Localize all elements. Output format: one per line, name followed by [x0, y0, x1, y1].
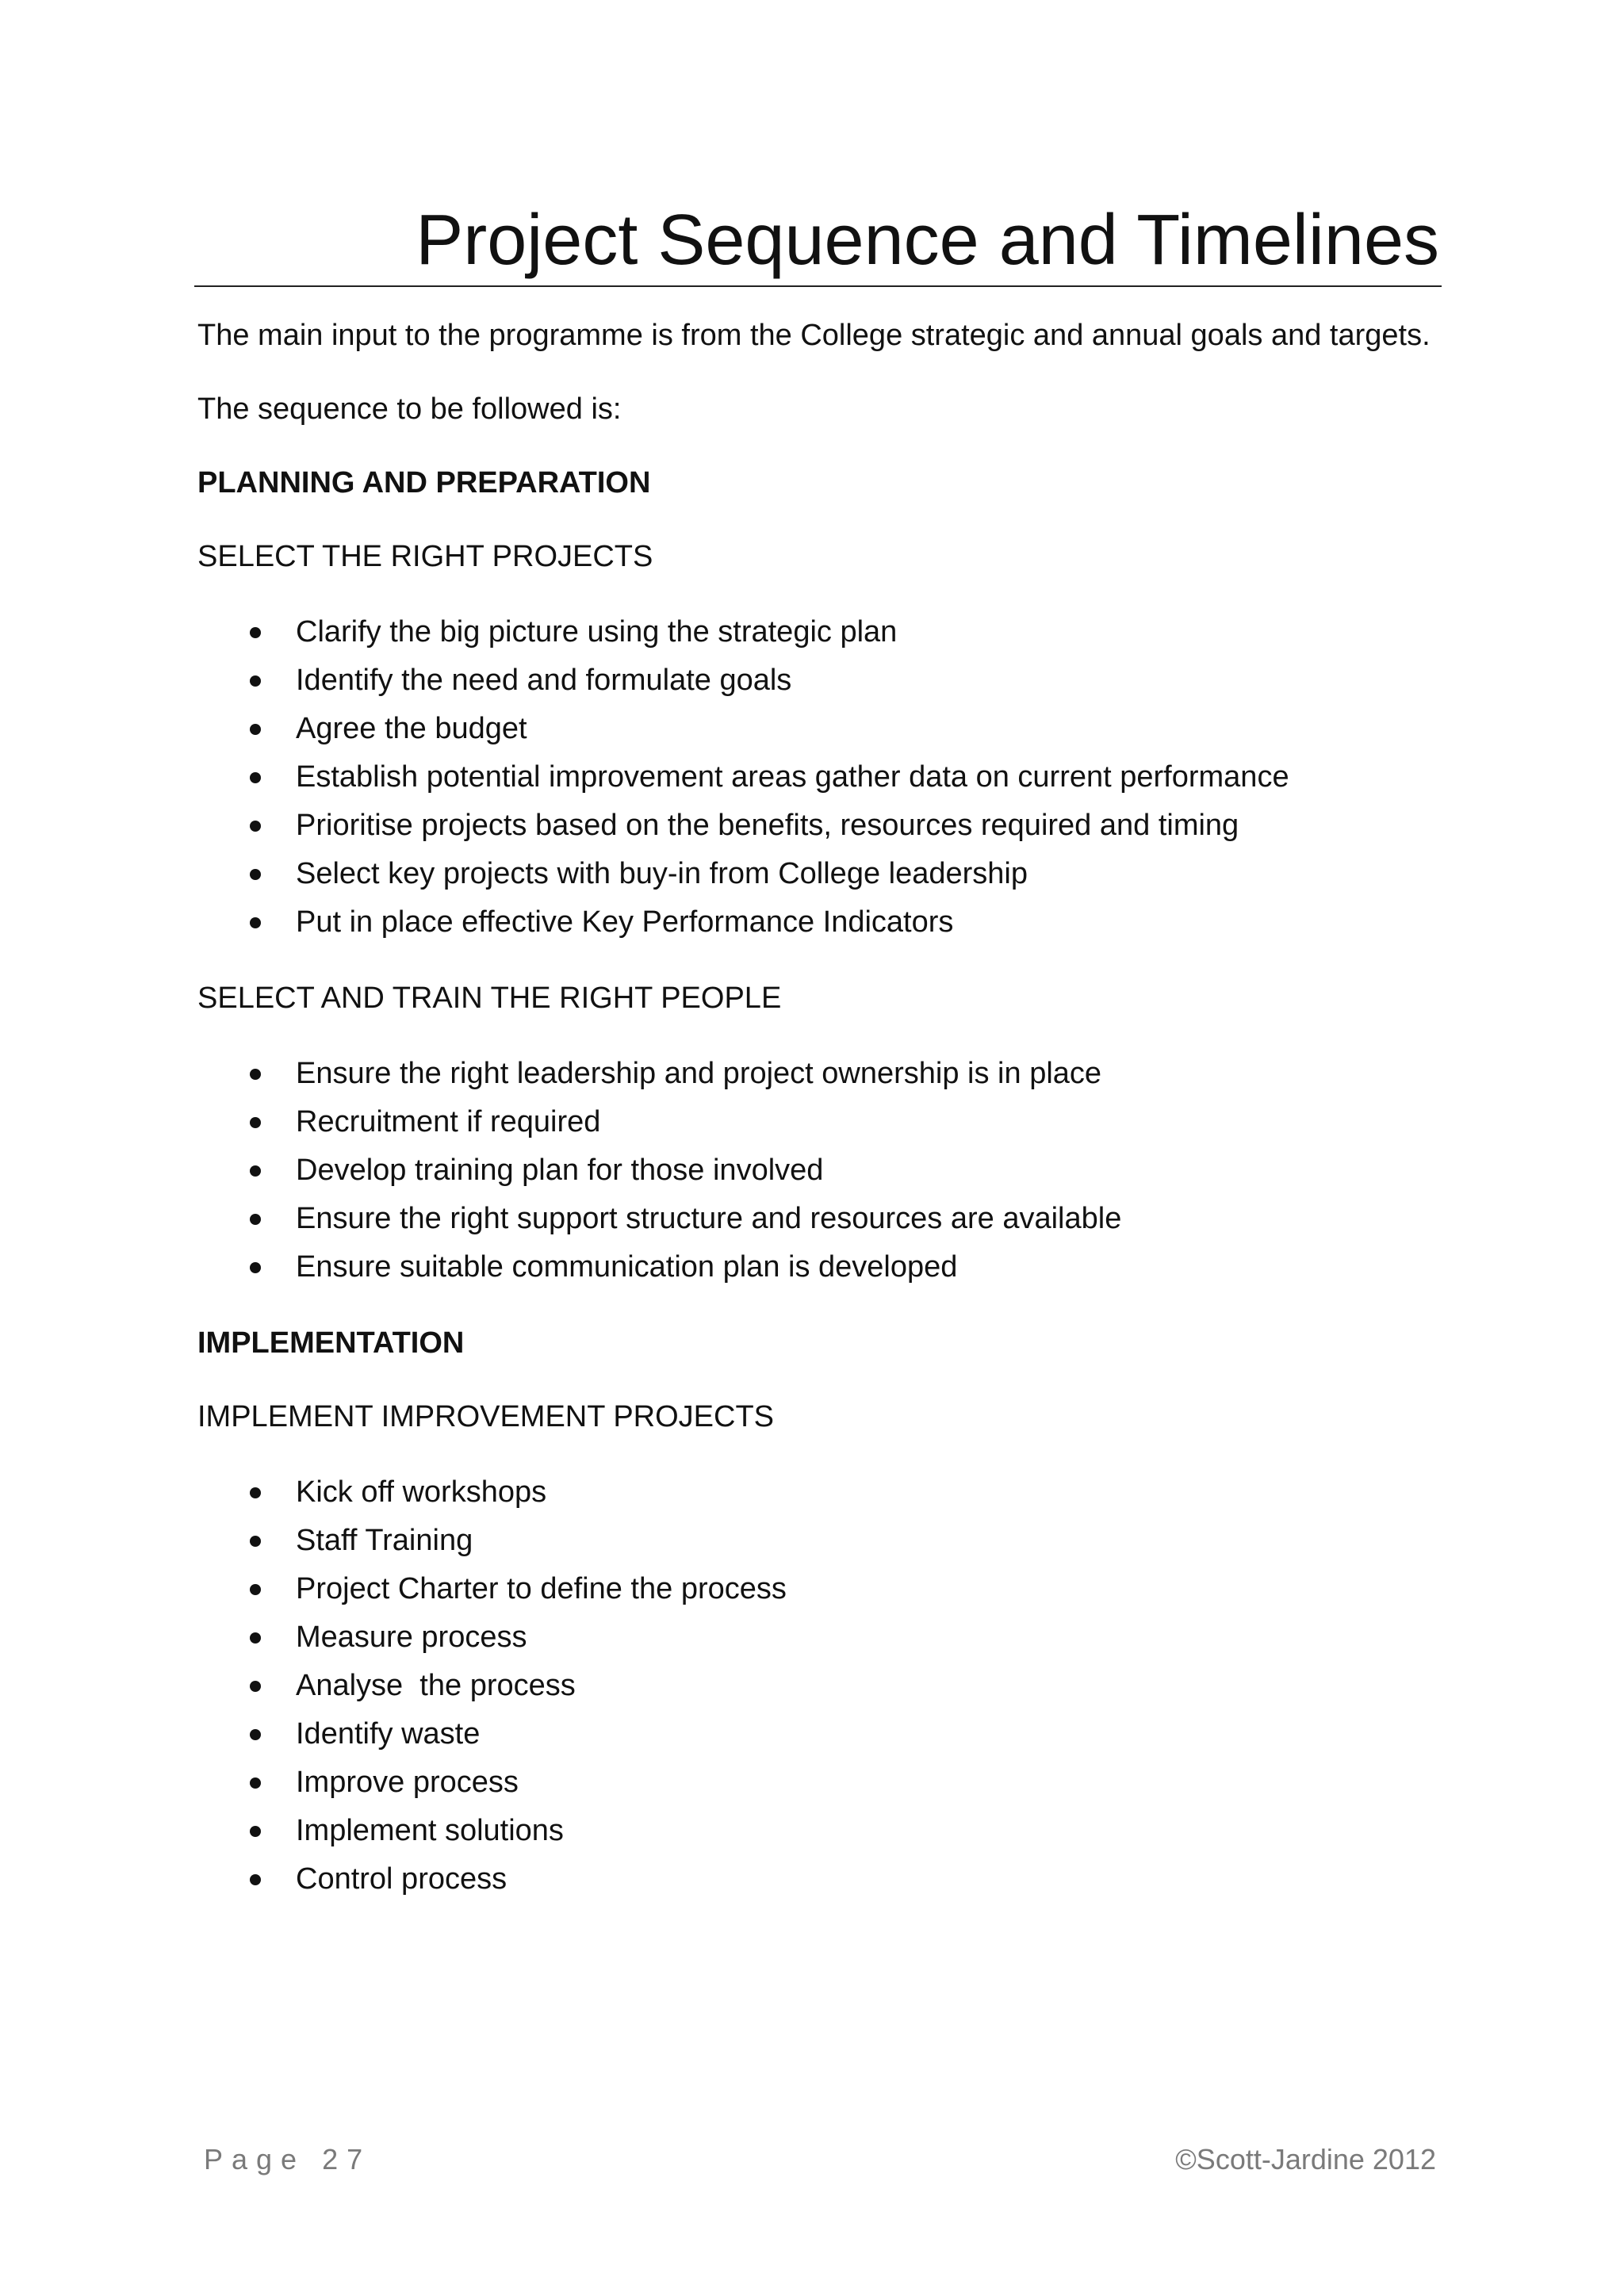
- list-item: [197, 705, 1466, 753]
- list-item-text: Ensure the right support structure and resources are available: [296, 1202, 1122, 1235]
- bullet-icon: [250, 1632, 261, 1644]
- list-item-text: Establish potential improvement areas gather data on current performance: [296, 760, 1289, 794]
- list-item: [197, 1098, 1466, 1146]
- list-item: [197, 1613, 1466, 1662]
- bullet-list-select-people: [197, 1050, 1466, 1292]
- bullet-icon: [250, 1777, 261, 1789]
- list-item-text: Ensure suitable communication plan is developed: [296, 1250, 958, 1284]
- list-item-text: Prioritise projects based on the benefits, resources required and timing: [296, 809, 1239, 842]
- bullet-icon: [250, 1681, 261, 1692]
- section-heading-planning: PLANNING AND PREPARATION: [197, 466, 651, 499]
- subheading-select-projects: SELECT THE RIGHT PROJECTS: [197, 540, 653, 573]
- title-underline: [194, 285, 1442, 287]
- sequence-intro: The sequence to be followed is:: [197, 392, 622, 426]
- list-item-text: Implement solutions: [296, 1814, 564, 1847]
- bullet-icon: [250, 1584, 261, 1595]
- list-item-text: Measure process: [296, 1621, 527, 1654]
- list-item: [197, 850, 1466, 898]
- list-item: [197, 1195, 1466, 1243]
- bullet-icon: [250, 1262, 261, 1273]
- document-body: [197, 313, 1466, 1933]
- list-item-text: Put in place effective Key Performance Indicators: [296, 905, 954, 939]
- list-item: [197, 1050, 1466, 1098]
- subheading-select-people: SELECT AND TRAIN THE RIGHT PEOPLE: [197, 982, 782, 1015]
- bullet-icon: [250, 821, 261, 832]
- bullet-icon: [250, 869, 261, 880]
- list-item: [197, 1758, 1466, 1807]
- subheading-implement-projects: IMPLEMENT IMPROVEMENT PROJECTS: [197, 1400, 775, 1433]
- bullet-icon: [250, 1536, 261, 1547]
- bullet-icon: [250, 1729, 261, 1740]
- section-heading-implementation: IMPLEMENTATION: [197, 1326, 465, 1360]
- list-item-text: Identify waste: [296, 1717, 481, 1751]
- bullet-icon: [250, 917, 261, 928]
- page-number: Page 27: [204, 2143, 372, 2175]
- list-item: [197, 1855, 1466, 1904]
- list-item: [197, 1807, 1466, 1855]
- list-item-text: Staff Training: [296, 1524, 473, 1557]
- list-item: [197, 1565, 1466, 1613]
- list-item: [197, 1517, 1466, 1565]
- list-item: [197, 802, 1466, 850]
- bullet-list-implement-projects: [197, 1468, 1466, 1904]
- list-item: [197, 1662, 1466, 1710]
- bullet-icon: [250, 1874, 261, 1885]
- list-item-text: Analyse the process: [296, 1669, 576, 1702]
- list-item-text: Improve process: [296, 1766, 519, 1799]
- bullet-icon: [250, 1117, 261, 1128]
- bullet-icon: [250, 675, 261, 687]
- list-item-text: Clarify the big picture using the strategic plan: [296, 615, 898, 649]
- list-item-text: Recruitment if required: [296, 1105, 601, 1138]
- list-item-text: Identify the need and formulate goals: [296, 664, 792, 697]
- bullet-icon: [250, 1214, 261, 1225]
- copyright-notice: ©Scott-Jardine 2012: [1175, 2143, 1436, 2175]
- list-item-text: Project Charter to define the process: [296, 1572, 787, 1605]
- page-title: Project Sequence and Timelines: [416, 201, 1439, 280]
- bullet-icon: [250, 627, 261, 638]
- bullet-icon: [250, 1069, 261, 1080]
- list-item: [197, 656, 1466, 705]
- list-item: [197, 753, 1466, 802]
- list-item: [197, 1243, 1466, 1292]
- list-item: [197, 898, 1466, 947]
- bullet-icon: [250, 772, 261, 783]
- list-item-text: Ensure the right leadership and project ownership is in place: [296, 1057, 1102, 1090]
- list-item: [197, 1146, 1466, 1195]
- list-item-text: Agree the budget: [296, 712, 527, 745]
- list-item-text: Select key projects with buy-in from College leadership: [296, 857, 1028, 890]
- bullet-icon: [250, 1165, 261, 1177]
- bullet-list-select-projects: [197, 608, 1466, 947]
- bullet-icon: [250, 1487, 261, 1498]
- bullet-icon: [250, 724, 261, 735]
- list-item-text: Kick off workshops: [296, 1475, 547, 1509]
- bullet-icon: [250, 1826, 261, 1837]
- list-item: [197, 1468, 1466, 1517]
- list-item-text: Control process: [296, 1862, 508, 1896]
- list-item: [197, 1710, 1466, 1758]
- list-item-text: Develop training plan for those involved: [296, 1154, 824, 1187]
- list-item: [197, 608, 1466, 656]
- intro-paragraph: The main input to the programme is from the College strategic and annual goals and targets.: [197, 319, 1431, 352]
